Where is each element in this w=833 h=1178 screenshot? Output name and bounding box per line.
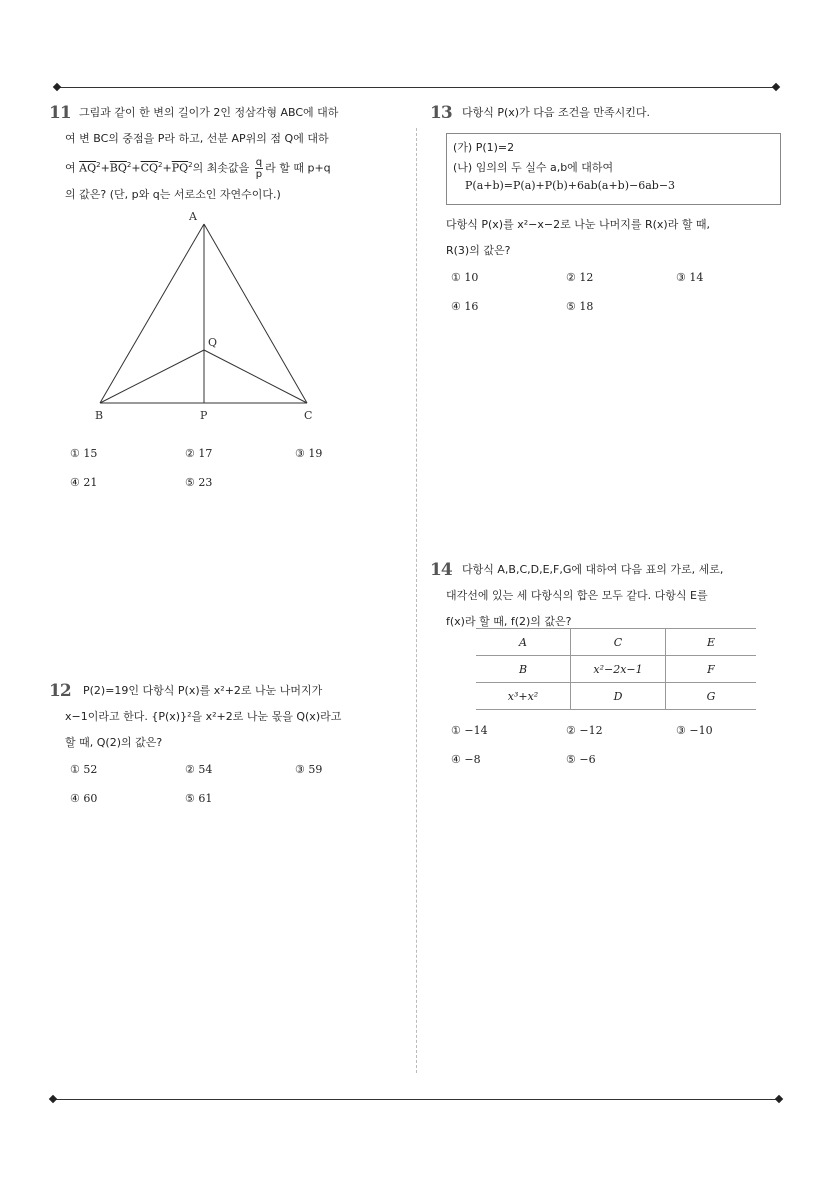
label-c: C [304, 409, 313, 422]
table-row [476, 656, 756, 683]
table-cell: G [666, 683, 757, 710]
choice-2[interactable]: ② −12 [566, 724, 603, 737]
choice-5[interactable]: ⑤ 61 [185, 792, 213, 805]
answer-choices-13 [451, 271, 781, 321]
problem-text-line: 의 값은? (단, p와 q는 서로소인 자연수이다.) [65, 187, 281, 201]
answer-choices-14 [451, 724, 781, 774]
problem-text-line: f(x)라 할 때, f(2)의 값은? [446, 615, 572, 628]
problem-text-line: P(2)=19인 다항식 P(x)를 x²+2로 나눈 나머지가 [83, 684, 323, 697]
table-row [476, 629, 756, 656]
segment-cq: $\overline{CQ}$ [140, 161, 159, 175]
condition-box [446, 133, 781, 205]
column-divider [416, 128, 417, 1073]
fraction-q-over-p: $\frac{q}{p}$ [255, 157, 263, 181]
table-cell: x³+x² [476, 683, 571, 710]
bottom-rule [53, 1099, 780, 1100]
problem-number: 13 [430, 103, 452, 123]
label-q: Q [208, 336, 218, 349]
table-cell: C [571, 629, 666, 656]
condition-equation: P(a+b)=P(a)+P(b)+6ab(a+b)−6ab−3 [465, 179, 676, 192]
table-cell: x²−2x−1 [571, 656, 666, 683]
problem-text-line: 다항식 A,B,C,D,E,F,G에 대하여 다음 표의 가로, 세로, [462, 563, 724, 576]
top-rule [57, 87, 777, 88]
problem-text-line: R(3)의 값은? [446, 244, 511, 257]
problem-13-continued [446, 212, 776, 264]
choice-5[interactable]: ⑤ −6 [566, 753, 596, 766]
choice-5[interactable]: ⑤ 18 [566, 300, 594, 313]
table-row [476, 683, 756, 710]
choice-1[interactable]: ① −14 [451, 724, 488, 737]
problem-text-line: 그림과 같이 한 변의 길이가 2인 정삼각형 ABC에 대하 [79, 106, 339, 119]
segment-bq: $\overline{BQ}$ [109, 161, 127, 175]
table-cell: D [571, 683, 666, 710]
segment-aq: $\overline{AQ}$ [79, 161, 97, 175]
table-cell: B [476, 656, 571, 683]
label-b: B [95, 409, 104, 422]
answer-choices-12 [70, 763, 400, 813]
problem-number: 14 [430, 560, 452, 580]
choice-4[interactable]: ④ −8 [451, 753, 481, 766]
problem-text-line: 다항식 P(x)가 다음 조건을 만족시킨다. [462, 106, 650, 119]
choice-1[interactable]: ① 15 [70, 447, 98, 460]
problem-text-line: x−1이라고 한다. {P(x)}²을 x²+2로 나눈 몫을 Q(x)라고 [65, 710, 342, 723]
problem-14 [430, 557, 775, 635]
polynomial-table [476, 628, 756, 710]
label-a: A [189, 210, 197, 223]
problem-text-line: 다항식 P(x)를 x²−x−2로 나눈 나머지를 R(x)라 할 때, [446, 218, 711, 231]
choice-2[interactable]: ② 17 [185, 447, 213, 460]
choice-3[interactable]: ③ 59 [295, 763, 323, 776]
problem-text-line-3: 여 $\overline{AQ}^2+\overline{BQ}^2+\overline{CQ}^2+\overline{PQ}^2$의 최솟값을 $\frac{q}{p}$ 라 할 때 p+q [65, 157, 331, 181]
choice-3[interactable]: ③ 19 [295, 447, 323, 460]
bottom-rule-left-marker [49, 1095, 57, 1103]
top-rule-left-marker [53, 83, 61, 91]
table-cell: F [666, 656, 757, 683]
problem-text-line: 여 변 BC의 중점을 P라 하고, 선분 AP위의 점 Q에 대하 [65, 132, 329, 145]
choice-4[interactable]: ④ 21 [70, 476, 98, 489]
label-p: P [200, 409, 208, 422]
problem-11 [49, 100, 394, 208]
choice-3[interactable]: ③ −10 [676, 724, 713, 737]
choice-4[interactable]: ④ 16 [451, 300, 479, 313]
choice-2[interactable]: ② 12 [566, 271, 594, 284]
choice-1[interactable]: ① 52 [70, 763, 98, 776]
choice-5[interactable]: ⑤ 23 [185, 476, 213, 489]
answer-choices-11 [70, 447, 400, 497]
problem-number: 11 [49, 103, 71, 123]
problem-12 [49, 678, 394, 756]
choice-1[interactable]: ① 10 [451, 271, 479, 284]
segment-pq: $\overline{PQ}$ [171, 161, 189, 175]
choice-2[interactable]: ② 54 [185, 763, 213, 776]
top-rule-right-marker [772, 83, 780, 91]
problem-number: 12 [49, 681, 71, 701]
condition-na: (나) 임의의 두 실수 a,b에 대하여 [453, 161, 614, 174]
bottom-rule-right-marker [775, 1095, 783, 1103]
problem-13 [430, 100, 775, 126]
triangle-figure [85, 208, 325, 428]
choice-3[interactable]: ③ 14 [676, 271, 704, 284]
choice-4[interactable]: ④ 60 [70, 792, 98, 805]
condition-ga: (가) P(1)=2 [453, 141, 515, 154]
problem-text-line: 할 때, Q(2)의 값은? [65, 736, 163, 749]
table-cell: E [666, 629, 757, 656]
table-cell: A [476, 629, 571, 656]
problem-text-line: 대각선에 있는 세 다항식의 합은 모두 같다. 다항식 E를 [446, 589, 708, 602]
